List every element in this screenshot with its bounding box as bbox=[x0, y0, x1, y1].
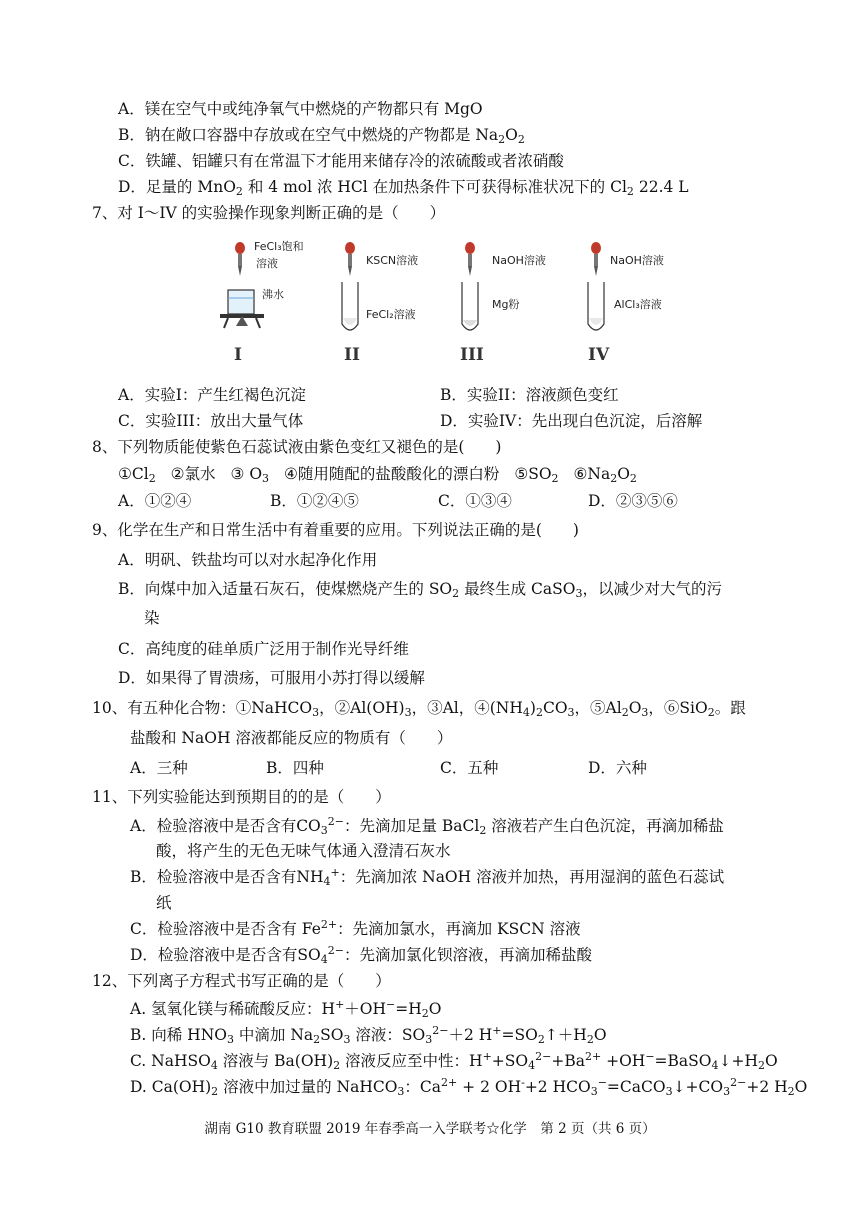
experiment-1-apparatus bbox=[220, 239, 304, 365]
fig-label-fecl3: FeCl₃饱和 bbox=[254, 240, 304, 253]
q12-option-d: D. $Ca(OH)_2$ 溶液中加过量的 NaHCO$_3$：$Ca^{2+} + 2$ OH-+2 $HCO_3^-=CaCO_3↓+CO_3^{2-}+2$ $H_2O$ bbox=[130, 1076, 808, 1098]
q6-option-a: A．镁在空气中或纯净氧气中燃烧的产物都只有 MgO bbox=[118, 100, 483, 118]
q11-option-a: A．检验溶液中是否含有$CO_3^{2-}$：先滴加足量 BaCl$_2$ 溶液若产生白色沉淀，再滴加稀盐 bbox=[130, 815, 724, 837]
q10-option-c: C．五种 bbox=[440, 759, 499, 777]
q8-stem: 8、下列物质能使紫色石蕊试液由紫色变红又褪色的是( ) bbox=[92, 438, 502, 456]
q6-option-d: D．足量的 MnO$_2$ 和 4 mol 浓 HCl 在加热条件下可获得标准状况下的 $Cl_2$ 22.4 L bbox=[118, 178, 689, 198]
q7-option-b: B．实验II：溶液颜色变红 bbox=[440, 386, 619, 404]
fig-label-kscn: KSCN溶液 bbox=[366, 254, 419, 267]
q12-option-a: A. 氢氧化镁与稀硫酸反应：$H^++OH^-=H_2O$ bbox=[130, 998, 442, 1020]
q11-option-d: D．检验溶液中是否含有$SO_4^{2-}$：先滴加氯化钡溶液，再滴加稀盐酸 bbox=[130, 944, 592, 966]
q6-option-c: C．铁罐、铝罐只有在常温下才能用来储存冷的浓硫酸或者浓硝酸 bbox=[118, 152, 564, 170]
fig-label-solution: 溶液 bbox=[256, 257, 278, 270]
q10-stem-line1: 10、有五种化合物：①NaHCO$_3$，$②Al(OH)_3$，③Al，$④(NH_4)_2CO_3$，$⑤Al_2O_3$，⑥SiO$_2$。跟 bbox=[92, 699, 746, 719]
fig-label-alcl3: AlCl₃溶液 bbox=[614, 298, 662, 311]
q12-option-b: B. 向稀 $HNO_3$ 中滴加 $Na_2SO_3$ 溶液：$SO_3^{2-}+2$ $H^+=SO_2↑+H_2O$ bbox=[130, 1024, 607, 1046]
q8-option-a: A．①②④ bbox=[118, 492, 192, 510]
experiment-2-apparatus bbox=[342, 242, 418, 365]
q8-option-c: C．①③④ bbox=[438, 492, 512, 510]
q8-option-d: D．②③⑤⑥ bbox=[588, 492, 678, 510]
fig-label-naoh-3: NaOH溶液 bbox=[492, 254, 546, 267]
q6-option-b: B．钠在敞口容器中存放或在空气中燃烧的产物都是 $Na_2O_2$ bbox=[118, 126, 525, 146]
fig-label-fecl2: FeCl₂溶液 bbox=[366, 308, 416, 321]
q9-option-b: B．向煤中加入适量石灰石，使煤燃烧产生的 $SO_2$ 最终生成 CaSO$_3$，以减少对大气的污 bbox=[118, 580, 722, 600]
fig-label-boiling-water: 沸水 bbox=[262, 288, 284, 301]
q11-option-c: C．检验溶液中是否含有 $Fe^{2+}$：先滴加氯水，再滴加 KSCN 溶液 bbox=[130, 918, 581, 938]
q9-option-c: C．高纯度的硅单质广泛用于制作光导纤维 bbox=[118, 640, 409, 658]
fig-roman-4: IV bbox=[588, 345, 610, 365]
q10-stem-line2: 盐酸和 NaOH 溶液都能反应的物质有（ ） bbox=[130, 729, 453, 747]
q7-experiment-figure bbox=[214, 236, 684, 368]
fig-roman-2: II bbox=[344, 345, 360, 365]
q12-option-c: C. NaHSO$_4$ 溶液与 $Ba(OH)_2$ 溶液反应至中性：$H^++SO_4^{2-}+Ba^{2+}$ $+OH^-=BaSO_4↓+H_2O$ bbox=[130, 1050, 778, 1072]
q9-option-d: D．如果得了胃溃疡，可服用小苏打得以缓解 bbox=[118, 669, 425, 687]
fig-roman-3: III bbox=[460, 345, 484, 365]
q10-option-d: D．六种 bbox=[588, 759, 647, 777]
q10-option-a: A．三种 bbox=[130, 759, 188, 777]
experiment-4-apparatus bbox=[588, 242, 664, 365]
q11-stem: 11、下列实验能达到预期目的的是（ ） bbox=[92, 788, 391, 806]
q7-option-a: A．实验I：产生红褐色沉淀 bbox=[118, 386, 306, 404]
q8-option-b: B．①②④⑤ bbox=[270, 492, 359, 510]
q7-option-d: D．实验IV：先出现白色沉淀，后溶解 bbox=[440, 412, 703, 430]
page-footer: 湖南 G10 教育联盟 2019 年春季高一入学联考☆化学 第 2 页（共 6 页） bbox=[204, 1121, 656, 1137]
q9-option-b-cont: 染 bbox=[144, 609, 160, 627]
q7-option-c: C．实验III：放出大量气体 bbox=[118, 412, 304, 430]
experiment-3-apparatus bbox=[460, 242, 546, 365]
fig-roman-1: I bbox=[234, 345, 242, 365]
q10-option-b: B．四种 bbox=[266, 759, 324, 777]
q8-items: $①Cl_2$ ②氯水 ③ $O_3$ ④随用随配的盐酸酸化的漂白粉 $⑤SO_2$ $⑥Na_2O_2$ bbox=[118, 465, 637, 485]
q11-option-b-cont: 纸 bbox=[156, 894, 172, 912]
q11-option-a-cont: 酸，将产生的无色无味气体通入澄清石灰水 bbox=[156, 842, 451, 860]
q9-option-a: A．明矾、铁盐均可以对水起净化作用 bbox=[118, 551, 378, 569]
fig-label-mg-powder: Mg粉 bbox=[492, 298, 520, 311]
fig-label-naoh-4: NaOH溶液 bbox=[610, 254, 664, 267]
q9-stem: 9、化学在生产和日常生活中有着重要的应用。下列说法正确的是( ) bbox=[92, 521, 579, 539]
q12-stem: 12、下列离子方程式书写正确的是（ ） bbox=[92, 972, 391, 990]
q7-stem: 7、对 I～IV 的实验操作现象判断正确的是（ ） bbox=[92, 204, 446, 222]
q11-option-b: B．检验溶液中是否含有$NH_4^+$：先滴加浓 NaOH 溶液并加热，再用湿润的蓝色石蕊试 bbox=[130, 866, 725, 888]
